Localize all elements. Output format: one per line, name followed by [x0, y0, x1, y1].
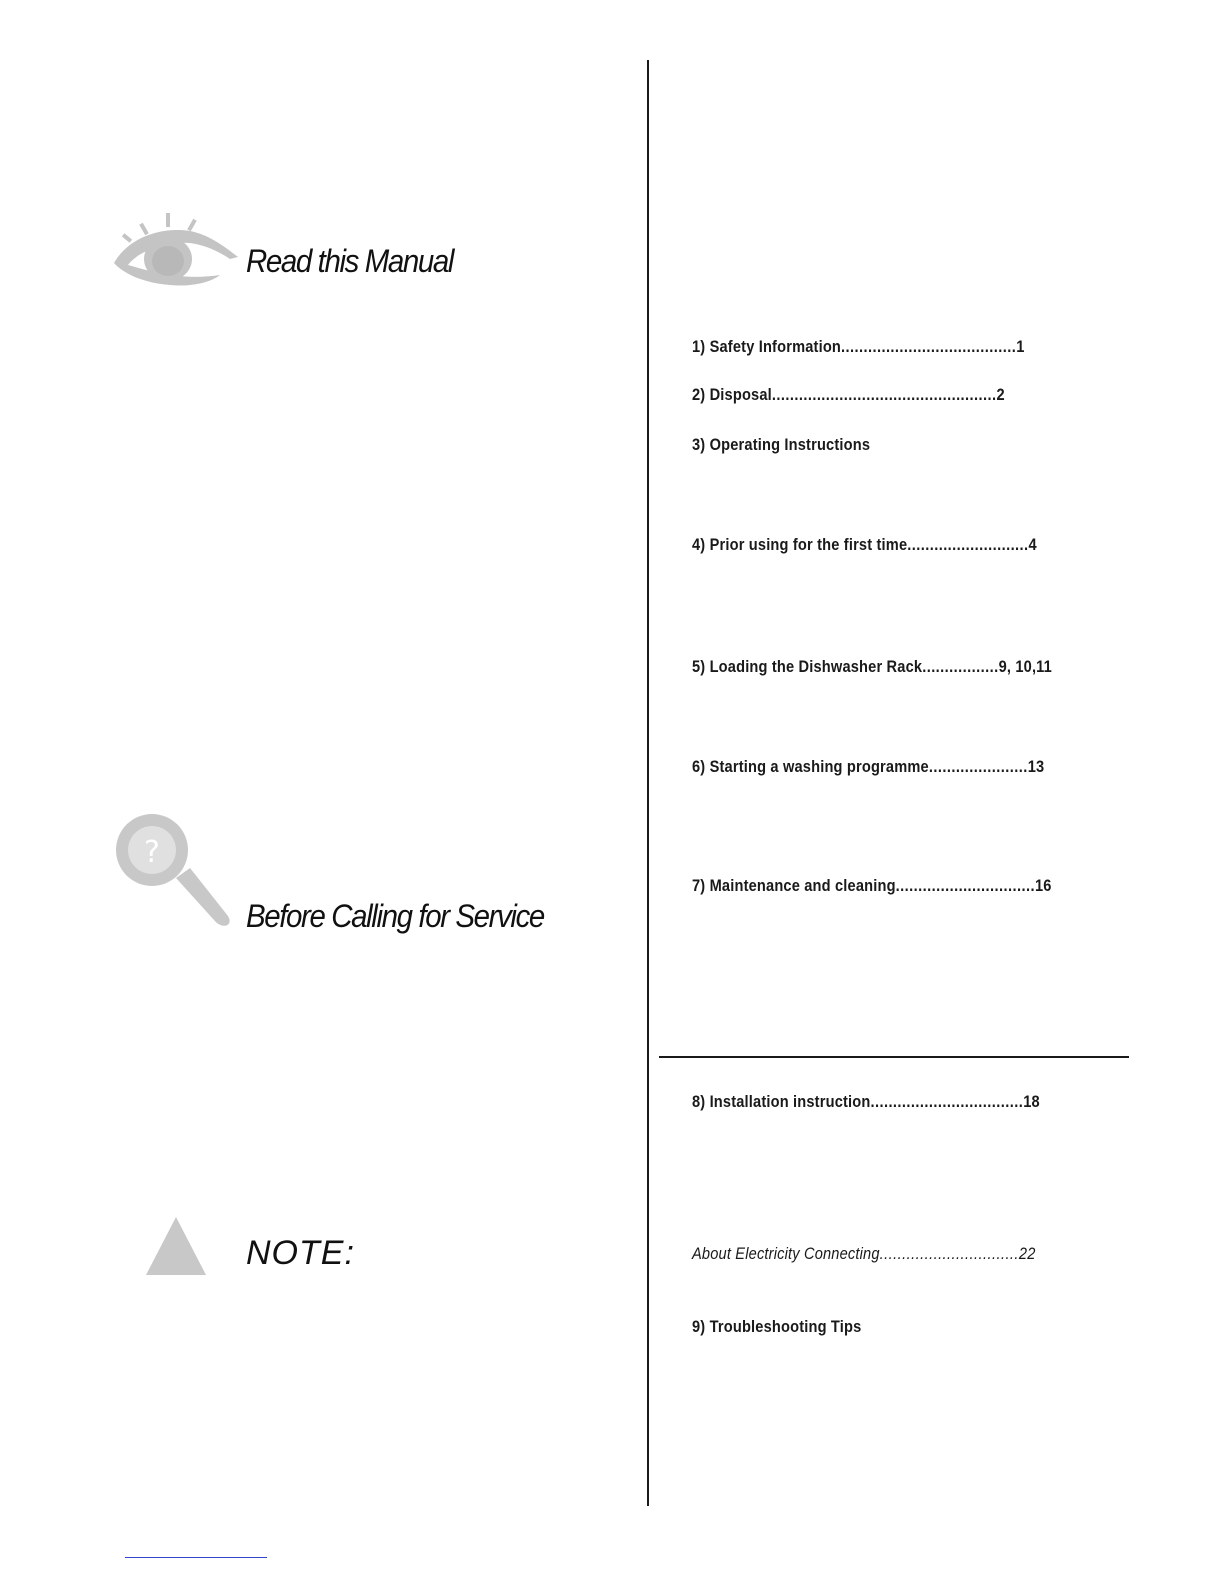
toc-label: 4) Prior using for the first time	[692, 535, 908, 554]
toc-entry-operating-instructions[interactable]	[692, 435, 1053, 455]
before-service-heading: Before Calling for Service	[246, 898, 544, 934]
toc-label: 3) Operating Instructions	[692, 435, 871, 454]
toc-page: 16	[1034, 876, 1052, 895]
toc-label: 9) Troubleshooting Tips	[692, 1317, 862, 1336]
toc-page: 18	[1023, 1092, 1040, 1111]
toc-dots: ...........................	[907, 535, 1029, 554]
toc-label: 8) Installation instruction	[692, 1092, 871, 1111]
toc-label: About Electricity Connecting	[692, 1244, 880, 1263]
toc-dots: .......................................	[841, 337, 1017, 356]
toc-entry-electricity[interactable]	[692, 1244, 1053, 1264]
toc-label: 5) Loading the Dishwasher Rack	[692, 657, 923, 676]
toc-page: 13	[1027, 757, 1045, 776]
toc-page: 2	[996, 385, 1005, 404]
toc-dots: ...............................	[879, 1244, 1019, 1263]
toc-dots: ...............................	[895, 876, 1035, 895]
toc-dots: ..................................	[870, 1092, 1024, 1111]
svg-text:?: ?	[144, 835, 160, 870]
toc-entry-loading-rack[interactable]	[692, 657, 1053, 677]
toc-entry-safety[interactable]	[692, 337, 1053, 357]
read-manual-heading: Read this Manual	[246, 243, 454, 279]
toc-label: 1) Safety Information	[692, 337, 842, 356]
toc-label: 6) Starting a washing programme	[692, 757, 929, 776]
toc-page: 22	[1018, 1244, 1036, 1263]
toc-dots: ......................	[928, 757, 1028, 776]
toc-entry-troubleshooting[interactable]	[692, 1317, 1053, 1337]
toc-label: 7) Maintenance and cleaning	[692, 876, 896, 895]
warning-triangle-icon	[144, 1215, 208, 1282]
toc-dots: .................	[922, 657, 999, 676]
toc-entry-prior-using[interactable]	[692, 535, 1053, 555]
toc-entry-installation[interactable]	[692, 1092, 1053, 1112]
toc-page: 9, 10,11	[998, 657, 1052, 676]
toc-page: 4	[1028, 535, 1037, 554]
toc-label: 2) Disposal	[692, 385, 772, 404]
column-divider	[647, 60, 649, 1506]
toc-dots: ..................................................	[771, 385, 997, 404]
magnifier-question-icon	[110, 808, 235, 941]
toc-entry-maintenance[interactable]	[692, 876, 1053, 896]
footer-link-underline	[125, 1557, 267, 1558]
note-heading: NOTE:	[246, 1234, 355, 1272]
eye-icon	[110, 205, 240, 295]
toc-entry-starting-programme[interactable]	[692, 757, 1053, 777]
section-divider	[659, 1056, 1129, 1058]
toc-page: 1	[1016, 337, 1025, 356]
toc-entry-disposal[interactable]	[692, 385, 1053, 405]
